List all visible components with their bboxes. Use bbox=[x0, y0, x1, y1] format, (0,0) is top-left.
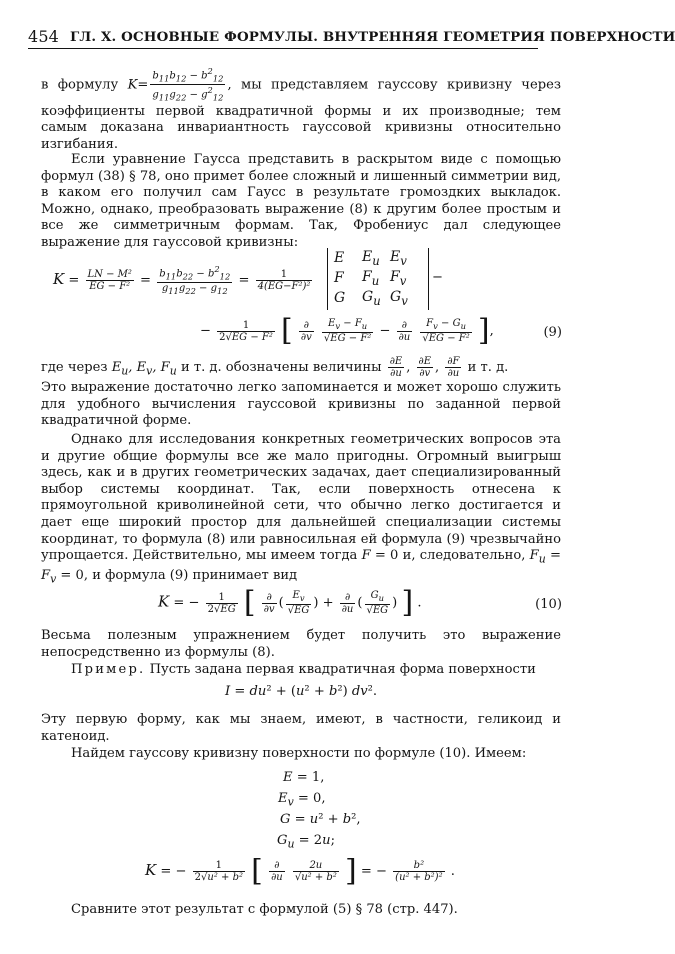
frobenius-formula-line1: K = $\frac{\text{LN − M²}}{\text{EG − F²}}$ = $\frac{b_{11}b_{22} - b^2_{12}}{g_{11}g_{22} - g_{12}}$ = $\frac{1}{\text{4(EG−F²)²}}$ bbox=[53, 264, 311, 297]
paragraph-3: где через $E_u$, $E_v$, $F_u$ и т. д. обозначены величины $\frac{\partial E}{\partial u}$ , $\frac{\partial E}{\partial v}$ , $\frac{\partial F}{\partial u}$ и т. д. Это выражение достаточно легко запоминается и может хорошо служить для удобного вычисления гауссовой кривизны по заданной первой квадратичной форме. bbox=[41, 356, 561, 429]
paragraph-1: в формулу K= $\frac{b_{11}b_{12} - b^2_{12}}{g_{11}g_{22} - g^2_{12}}$ , мы представляем гауссову кривизну через коэффициенты первой квадратичной формы и их производные; тем самым доказана инвариантность гауссовой кривизны относительно изгибания. bbox=[41, 66, 561, 152]
paragraph-5: Весьма полезным упражнением будет получить это выражение непосредственно из формулы (8). bbox=[41, 628, 561, 660]
first-quadratic-form: I = du² + (u² + b²) dv². bbox=[225, 684, 378, 699]
page-number: 454 bbox=[28, 27, 59, 46]
example-after: Эту первую форму, как мы знаем, имеют, в частности, геликоид и катеноид. bbox=[41, 712, 561, 744]
calc-gu: $G_u = 2u$; bbox=[277, 833, 335, 851]
equation-number-9: (9) bbox=[543, 325, 562, 340]
gaussian-curvature-result: K = − $\frac{1}{\text{2√u² + b²}}$ [ $\frac{\partial}{\partial u}$ $\frac{2u}{\text{√u² + b²}}$ ] = − $\frac{\text{b²}}{\text{(u² + b²)²}}$ . bbox=[145, 853, 455, 889]
running-title: ГЛ. X. ОСНОВНЫЕ ФОРМУЛЫ. ВНУТРЕННЯЯ ГЕОМЕТРИЯ ПОВЕРХНОСТИ bbox=[70, 29, 675, 45]
paragraph-2: Если уравнение Гаусса представить в раскрытом виде с помощью формул (38) § 78, оно примет более сложный и лишенный симметрии вид, в каком его получил сам Гаусс в результате громоздких выкладок. Можно, однако, преобразовать выражение (8) к другим более простым и все же симметричным формам. Так, Фробениус дал следующее выражение для гауссовой кривизны: bbox=[41, 152, 561, 250]
example-label: Пример. bbox=[71, 662, 146, 677]
calc-g: G = u² + b², bbox=[280, 812, 361, 827]
final-paragraph: Сравните этот результат с формулой (5) § 78 (стр. 447). bbox=[71, 902, 458, 917]
example-compute: Найдем гауссову кривизну поверхности по формуле (10). Имеем: bbox=[71, 746, 527, 761]
calc-e: E = 1, bbox=[283, 770, 325, 785]
calc-ev: $E_v = 0$, bbox=[278, 791, 326, 809]
formula-10: K = − $\frac{1}{2√EG}$ [ $\frac{\partial}{\partial v}$ ( $\frac{E_v}{√EG}$ ) + $\frac{\partial}{\partial u}$ ( $\frac{G_u}{√EG}$ ) ] . bbox=[158, 585, 422, 620]
book-page: 454 ГЛ. X. ОСНОВНЫЕ ФОРМУЛЫ. ВНУТРЕННЯЯ ГЕОМЕТРИЯ ПОВЕРХНОСТИ в формулу K= $\frac{b_{11}b_{12} - b^2_{12}}{g_{11}g_{22} - g^2_{12}}$ , мы представляем гауссову кривизну через коэффициенты первой квадратичной формы и их производные; тем самым доказана инвариантность гауссовой кривизны относительно изгибания. Если уравнение Гаусса представить в раскрытом виде с помощью формул (38) § 78, оно примет более сложный и лишенный симметрии вид, в каком его получил сам Гаусс в результате громоздких выкладок. Можно, однако, преобразовать выражение (8) к другим более простым и все же симметричным формам. Так, Фробениус дал следующее выражение для гауссовой кривизны: K = $\frac{\text{LN − M²}}{\text{EG − F²}}$ = $\frac{b_{11}b_{22} - b^2_{12}}{g_{11}g_{22} - g_{12}}$ = $\frac{1}{\text{4(EG−F²)²}}$ E $E_u$ $E_v$ F $F_u$ $F_v$ G $G_u$ $G_v$ − − $\frac{1}{\text{2√EG − F²}}$ [ $\frac{\partial}{\partial v}$ $\frac{E_v - F_u}{\text{√EG − F²}}$ − $\frac{\partial}{\partial u}$ $\frac{F_v - G_u}{\text{√EG − F²}}$ ], (9) где через $E_u$, $E_v$, $F_u$ и т. д. обозначены величины $\frac{\partial E}{\partial u}$ , $\frac{\partial E}{\partial v}$ , $\frac{\partial F}{\partial u}$ и т. д. Это выражение достаточно легко запоминается и может хорошо служить для удобного вычисления гауссовой кривизны по заданной первой квадратичной форме. Однако для исследования конкретных геометрических вопросов эта и другие общие формулы все же мало пригодны. Огромный выигрыш здесь, как и в других геометрических задачах, дает специализированный выбор системы координат. Так, если поверхность отнесена к прямоугольной криволинейной сети, что обычно легко достигается и дает еще широкий простор для дальнейшей специализации системы координат, то формула (8) или равносильная ей формула (9) чрезвычайно упрощается. Действительно, мы имеем тогда F = 0 и, следовательно, $F_u = F_v = 0$, и формула (9) принимает вид K = − $\frac{1}{2√EG}$ [ $\frac{\partial}{\partial v}$ ( $\frac{E_v}{√EG}$ ) + $\frac{\partial}{\partial u}$ ( $\frac{G_u}{√EG}$ ) ] . (10) Весьма полезным упражнением будет получить это выражение непосредственно из формулы (8). Пример. Пусть задана первая квадратичная форма поверхности I = du² + (u² + b²) dv². Эту первую форму, как мы знаем, имеют, в частности, геликоид и катеноид. Найдем гауссову кривизну поверхности по формуле (10). Имеем: E = 1, $E_v = 0$, G = u² + b², $G_u = 2u$; K = − $\frac{1}{\text{2√u² + b²}}$ [ $\frac{\partial}{\partial u}$ $\frac{2u}{\text{√u² + b²}}$ ] = − $\frac{\text{b²}}{\text{(u² + b²)²}}$ . Сравните этот результат с формулой (5) § 78 (стр. 447). bbox=[0, 0, 600, 954]
frobenius-formula-line2: − $\frac{1}{\text{2√EG − F²}}$ [ $\frac{\partial}{\partial v}$ $\frac{E_v - F_u}{\text{√EG − F²}}$ − $\frac{\partial}{\partial u}$ $\frac{F_v - G_u}{\text{√EG − F²}}$ ], bbox=[200, 313, 494, 348]
page-header bbox=[28, 22, 675, 49]
determinant-matrix: E $E_u$ $E_v$ F $F_u$ $F_v$ G $G_u$ $G_v$ bbox=[327, 248, 429, 310]
paragraph-4: Однако для исследования конкретных геометрических вопросов эта и другие общие формулы все же мало пригодны. Огромный выигрыш здесь, как и в других геометрических задачах, дает специализированный выбор системы координат. Так, если поверхность отнесена к прямоугольной криволинейной сети, что обычно легко достигается и дает еще широкий простор для дальнейшей специализации системы координат, то формула (8) или равносильная ей формула (9) чрезвычайно упрощается. Действительно, мы имеем тогда F = 0 и, следовательно, $F_u = F_v = 0$, и формула (9) принимает вид bbox=[41, 432, 561, 586]
formula-fraction: $\frac{b_{11}b_{12} - b^2_{12}}{g_{11}g_{22} - g^2_{12}}$ bbox=[152, 66, 224, 103]
equation-number-10: (10) bbox=[535, 597, 562, 612]
example-paragraph: Пример. Пусть задана первая квадратичная форма поверхности bbox=[71, 662, 536, 677]
